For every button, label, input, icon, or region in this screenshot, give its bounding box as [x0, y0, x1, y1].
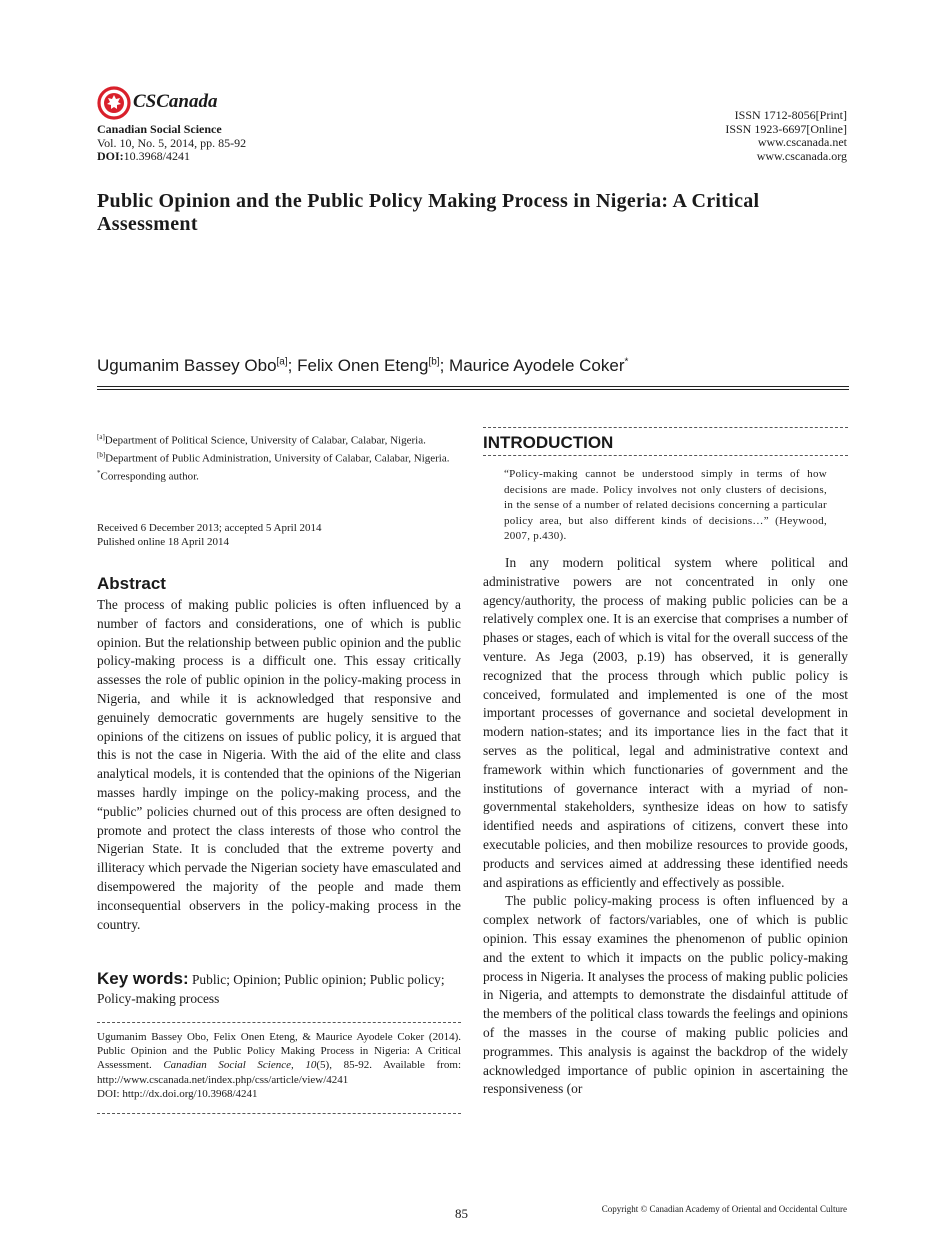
- doi-value[interactable]: 10.3968/4241: [123, 149, 191, 163]
- article-title: Public Opinion and the Public Policy Making Process in Nigeria: A Critical Assessment: [97, 190, 760, 235]
- citation-journal: Canadian Social Science, 10: [163, 1059, 317, 1072]
- author-1-affil: [a]: [276, 356, 288, 368]
- website-link-net[interactable]: www.cscanada.net: [757, 135, 847, 149]
- citation-doi[interactable]: DOI: http://dx.doi.org/10.3968/4241: [97, 1087, 258, 1100]
- publisher-name: CSCanada: [133, 91, 218, 112]
- header-divider: [97, 386, 849, 387]
- journal-info: [97, 123, 246, 164]
- intro-top-divider: [483, 427, 848, 428]
- abstract-heading: Abstract: [97, 574, 166, 593]
- author-separator: ;: [287, 356, 298, 375]
- page-number: 85: [455, 1206, 468, 1221]
- affiliation-b: [b]Department of Public Administration, University of Calabar, Calabar, Nigeria.: [97, 451, 450, 465]
- abstract-text: The process of making public policies is often influenced by a number of factors and considerations, one of which is public opinion. But the relationship between public opinion and the public policy-making process is a difficult one. This essay critically assesses the role of public opinion in the policy-making process in Nigeria, and while it is acknowledged that responsive and genuinely democratic governments are hugely sensitive to the opinions of the citizens on issues of public policy, it is argued that this is not the case in Nigeria. With the aid of the elite and class analytical models, it is contended that the opinions of the Nigerian masses hardly impinge on the policy-making process, and the “public” policies churned out of this process are often designed to promote and protect the class interests of those who control the Nigerian State. It is concluded that the extreme poverty and illiteracy which pervade the Nigerian society have emasculated and disempowered the majority of the people and made them inconsequential observers in the policy-making process in the country.: [97, 597, 461, 932]
- author-2-affil: [b]: [428, 356, 440, 368]
- citation-bottom-divider: [97, 1113, 461, 1114]
- author-separator: ;: [439, 356, 450, 375]
- keywords-label: Key words:: [97, 969, 189, 988]
- keywords-text: Public; Opinion; Public opinion; Public policy; Policy-making process: [97, 972, 445, 1006]
- author-3: Maurice Ayodele Coker: [449, 356, 625, 375]
- paragraph: In any modern political system where political and administrative powers are not concentrated in only one agency/authority, the process of making public policies can be a relatively complex one. It is an exercise that comprises a number of phases or stages, each of which is vital for the overall success of the venture. As Jega (2003, p.19) has observed, it is generally recognized that the process through which public policy is conceived, formulated and implemented is one of the most important processes of governance and societal development in modern nation-states; and its importance lies in the fact that it serves as the political, legal and administrative context and framework within which functionaries of government and the institutions of governance interact with a myriad of non-governmental stakeholders, synthesize ideas on how to satisfy identified needs and aspirations of citizens, convert these into executable policies, and then mobilize resources to provide goods, products and services aimed at addressing these identified needs and aspirations as efficiently and effectively as possible.: [483, 555, 848, 890]
- maple-leaf-logo-icon: [97, 86, 131, 120]
- intro-heading-divider: [483, 455, 848, 456]
- author-3-affil: *: [624, 356, 629, 368]
- author-2: Felix Onen Eteng: [297, 356, 429, 375]
- publisher-logo: [97, 86, 297, 122]
- doi-info: [97, 150, 246, 164]
- citation-top-divider: [97, 1022, 461, 1023]
- copyright-notice: Copyright © Canadian Academy of Oriental and Occidental Culture: [601, 1204, 847, 1214]
- doi-label: DOI:: [97, 149, 124, 163]
- issn-print: ISSN 1712-8056[Print]: [734, 108, 847, 122]
- dates: [97, 521, 461, 549]
- citation-block: Ugumanim Bassey Obo, Felix Onen Eteng, & Maurice Ayodele Coker (2014). Public Opinion and the Public Policy Making Process in Nigeria: A Critical Assessment. Canadian Social Science, 10(5), 85-92. Available from: http://www.cscanada.net/index.php/css/article/view/4241 DOI: http://dx.doi.org/10.3968/4241: [97, 1031, 461, 1100]
- header-divider: [97, 389, 849, 390]
- issn-info: [725, 109, 847, 163]
- epigraph-quote: “Policy-making cannot be understood simply in terms of how decisions are made. Policy involves not only clusters of decisions, in the sense of a number of related decisions concerning a particular policy area, but also different kinds of decisions…” (Heywood, 2007, p.430).: [504, 468, 827, 542]
- corresponding-author: *Corresponding author.: [97, 469, 199, 483]
- introduction-body: [483, 554, 848, 1099]
- introduction-heading: INTRODUCTION: [483, 433, 614, 452]
- journal-name: Canadian Social Science: [97, 122, 222, 136]
- issn-online: ISSN 1923-6697[Online]: [725, 121, 847, 136]
- published-date: Pulished online 18 April 2014: [97, 536, 229, 548]
- affiliations: [97, 430, 461, 484]
- keywords: [97, 969, 461, 1008]
- author-list: [97, 356, 849, 376]
- affiliation-a: [a]Department of Political Science, University of Calabar, Calabar, Nigeria.: [97, 433, 426, 447]
- author-1: Ugumanim Bassey Obo: [97, 356, 277, 375]
- volume-info: Vol. 10, No. 5, 2014, pp. 85-92: [97, 135, 247, 150]
- paragraph: The public policy-making process is often influenced by a complex network of factors/variables, one of which is public opinion. This essay examines the phenomenon of public opinion and the extent to which it impacts on the public policy-making process in Nigeria. It analyses the process of making public policies in Nigeria, and attempts to demonstrate the disdainful attitude of the members of the political class towards the feelings and opinions of the masses in the course of making public policies and programmes. This analysis is against the backdrop of the widely acknowledged importance of public opinion in ascertaining the responsiveness (or: [483, 893, 848, 1097]
- received-date: Received 6 December 2013; accepted 5 April 2014: [97, 522, 322, 534]
- website-link-org[interactable]: www.cscanada.org: [756, 148, 847, 163]
